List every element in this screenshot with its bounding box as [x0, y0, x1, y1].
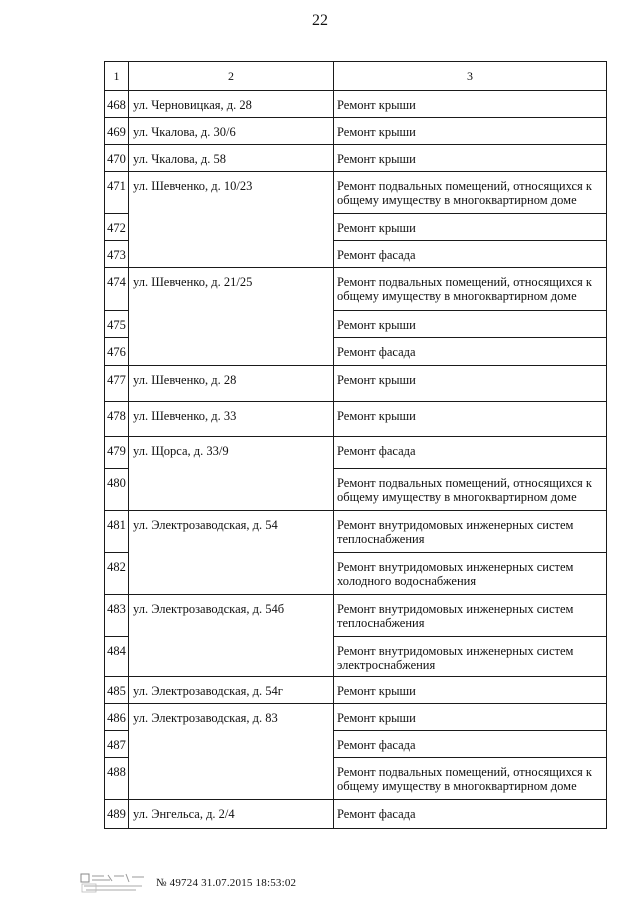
row-number: 485: [105, 677, 129, 704]
address-cell: ул. Шевченко, д. 21/25: [129, 268, 334, 366]
work-cell: Ремонт внутридомовых инженерных систем электроснабжения: [334, 637, 607, 677]
address-cell: ул. Чкалова, д. 58: [129, 145, 334, 172]
address-cell: ул. Шевченко, д. 10/23: [129, 172, 334, 268]
work-cell: Ремонт подвальных помещений, относящихся к общему имуществу в многоквартирном доме: [334, 268, 607, 311]
work-cell: Ремонт крыши: [334, 366, 607, 402]
work-cell: Ремонт фасада: [334, 800, 607, 829]
row-number: 486: [105, 704, 129, 731]
document-footer: [80, 872, 296, 894]
row-number: 469: [105, 118, 129, 145]
work-cell: Ремонт внутридомовых инженерных систем теплоснабжения: [334, 511, 607, 553]
table-row: [105, 91, 607, 118]
page-number: 22: [312, 12, 328, 29]
address-cell: ул. Электрозаводская, д. 83: [129, 704, 334, 800]
work-cell: Ремонт крыши: [334, 91, 607, 118]
table-row: [105, 704, 607, 731]
work-cell: Ремонт подвальных помещений, относящихся к общему имуществу в многоквартирном доме: [334, 172, 607, 214]
address-cell: ул. Энгельса, д. 2/4: [129, 800, 334, 829]
table-row: [105, 145, 607, 172]
column-header: 2: [129, 62, 334, 91]
row-number: 474: [105, 268, 129, 311]
row-number: 468: [105, 91, 129, 118]
address-cell: ул. Электрозаводская, д. 54: [129, 511, 334, 595]
work-cell: Ремонт крыши: [334, 402, 607, 437]
row-number: 482: [105, 553, 129, 595]
work-cell: Ремонт подвальных помещений, относящихся к общему имуществу в многоквартирном доме: [334, 469, 607, 511]
table-row: [105, 118, 607, 145]
table-header-row: [105, 62, 607, 91]
column-header: 3: [334, 62, 607, 91]
address-cell: ул. Электрозаводская, д. 54б: [129, 595, 334, 677]
row-number: 470: [105, 145, 129, 172]
row-number: 488: [105, 758, 129, 800]
registry-table: [104, 61, 607, 829]
table-row: [105, 366, 607, 402]
registration-stamp-icon: [80, 872, 148, 894]
address-cell: ул. Электрозаводская, д. 54г: [129, 677, 334, 704]
row-number: 481: [105, 511, 129, 553]
address-cell: ул. Чкалова, д. 30/6: [129, 118, 334, 145]
table-row: [105, 595, 607, 637]
table-row: [105, 800, 607, 829]
table-row: [105, 402, 607, 437]
work-cell: Ремонт фасада: [334, 437, 607, 469]
table-row: [105, 511, 607, 553]
column-header: 1: [105, 62, 129, 91]
row-number: 471: [105, 172, 129, 214]
row-number: 476: [105, 338, 129, 366]
row-number: 473: [105, 241, 129, 268]
work-cell: Ремонт фасада: [334, 731, 607, 758]
row-number: 487: [105, 731, 129, 758]
work-cell: Ремонт крыши: [334, 118, 607, 145]
work-cell: Ремонт подвальных помещений, относящихся к общему имуществу в многоквартирном доме: [334, 758, 607, 800]
work-cell: Ремонт крыши: [334, 704, 607, 731]
work-cell: Ремонт крыши: [334, 214, 607, 241]
work-cell: Ремонт крыши: [334, 311, 607, 338]
row-number: 479: [105, 437, 129, 469]
address-cell: ул. Черновицкая, д. 28: [129, 91, 334, 118]
address-cell: ул. Шевченко, д. 33: [129, 402, 334, 437]
work-cell: Ремонт фасада: [334, 241, 607, 268]
row-number: 477: [105, 366, 129, 402]
work-cell: Ремонт крыши: [334, 677, 607, 704]
table-row: [105, 268, 607, 311]
registration-number: № 49724 31.07.2015 18:53:02: [156, 877, 297, 889]
row-number: 472: [105, 214, 129, 241]
address-cell: ул. Шевченко, д. 28: [129, 366, 334, 402]
table-row: [105, 437, 607, 469]
work-cell: Ремонт крыши: [334, 145, 607, 172]
work-cell: Ремонт внутридомовых инженерных систем холодного водоснабжения: [334, 553, 607, 595]
row-number: 483: [105, 595, 129, 637]
work-cell: Ремонт внутридомовых инженерных систем теплоснабжения: [334, 595, 607, 637]
row-number: 489: [105, 800, 129, 829]
row-number: 484: [105, 637, 129, 677]
row-number: 478: [105, 402, 129, 437]
row-number: 480: [105, 469, 129, 511]
table-row: [105, 677, 607, 704]
table-row: [105, 172, 607, 214]
work-cell: Ремонт фасада: [334, 338, 607, 366]
address-cell: ул. Щорса, д. 33/9: [129, 437, 334, 511]
row-number: 475: [105, 311, 129, 338]
